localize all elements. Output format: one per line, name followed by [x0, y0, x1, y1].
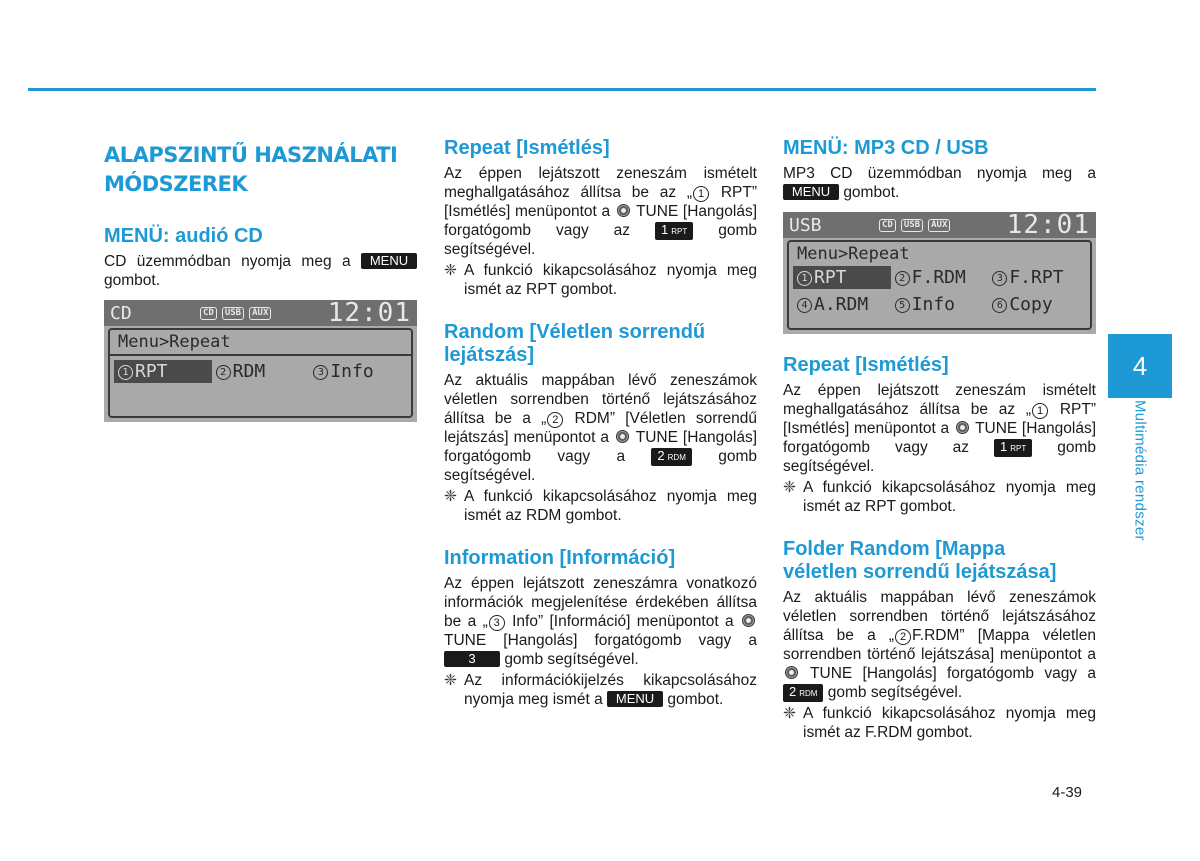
lcd-clock: 12:01: [327, 298, 411, 328]
column-1: [104, 133, 417, 422]
lcd-tag-aux: AUX: [249, 307, 271, 320]
usb-lcd-screen: [783, 212, 1096, 334]
lcd-tag-cd: CD: [200, 307, 217, 320]
menu-cd-text: CD üzemmódban nyomja meg a MENU gombot.: [104, 252, 417, 290]
info-heading: Information [Információ]: [444, 547, 676, 569]
lcd-item-f-rdm[interactable]: 2 F.RDM: [891, 266, 989, 289]
info-text: Az éppen lejátszott zeneszámra vonatkozó információk megjelenítése érdekében állítsa be a „ 3 Info” [Információ] menüpontot a TUNE [Hangolás] forgatógomb vagy a 3 gomb segítségével.: [444, 575, 757, 668]
repeat-heading: Repeat [Ismétlés]: [444, 137, 610, 159]
menu-button-icon: MENU: [783, 184, 839, 200]
column-3: [783, 133, 1096, 742]
folder-random-heading: Folder Random [Mappa véletlen sorrendű lejátszása]: [783, 538, 1057, 583]
lcd-breadcrumb: Menu>Repeat: [797, 244, 910, 264]
lcd-menu-panel: [787, 240, 1092, 330]
lcd-clock: 12:01: [1006, 210, 1090, 240]
tune-knob-icon: [617, 204, 630, 217]
repeat-note: ❈ A funkció kikapcsolásához nyomja meg ismét az RPT gombot.: [783, 479, 1096, 515]
repeat-text: Az éppen lejátszott zeneszám ismételt meghallgatásához állítsa be az „ 1 RPT” [Ismétlés] menüpontot a TUNE [Hangolás] forgatógomb vagy az 1 RPT gomb segítségével.: [444, 165, 758, 258]
folder-random-text: Az aktuális mappában lévő zeneszámok véletlen sorrendben történő lejátszásához állítsa be a „ 2 F.RDM” [Mappa véletlen sorrendben történő lejátszása] menüpontot a TUNE [Hangolás] forgatógomb vagy a 2 RDM gomb segítségével.: [783, 589, 1096, 701]
menu-button-icon: MENU: [607, 691, 663, 707]
folder-random-note: ❈ A funkció kikapcsolásához nyomja meg ismét az F.RDM gombot.: [783, 705, 1096, 741]
repeat-text: Az éppen lejátszott zeneszám ismételt meghallgatásához állítsa be az „ 1 RPT” [Ismétlés] menüpontot a TUNE [Hangolás] forgatógomb vagy az 1 RPT gomb segítségével.: [783, 382, 1097, 475]
lcd-source: USB: [789, 214, 822, 236]
chapter-label: Multimédia rendszer: [1131, 400, 1149, 541]
menu-button-icon: MENU: [361, 253, 417, 269]
lcd-item-info[interactable]: 5 Info: [891, 293, 989, 316]
lcd-tag-usb: USB: [901, 219, 923, 232]
page-title: ALAPSZINTŰ HASZNÁLATI MÓDSZEREK: [104, 143, 398, 196]
lcd-item-rpt[interactable]: 1 RPT: [114, 360, 212, 383]
lcd-status-bar: [104, 300, 417, 326]
menu-mp3-text: MP3 CD üzemmódban nyomja meg a MENU gombot.: [783, 165, 1096, 201]
lcd-menu-panel: [108, 328, 413, 418]
info-note: ❈ Az információkijelzés kikapcsolásához nyomja meg ismét a MENU gombot.: [444, 672, 757, 708]
lcd-item-copy[interactable]: 6 Copy: [988, 293, 1086, 316]
lcd-tag-cd: CD: [879, 219, 896, 232]
tune-knob-icon: [785, 666, 798, 679]
cd-lcd-screen: [104, 300, 417, 422]
rdm-button-icon: 2 RDM: [651, 448, 691, 466]
repeat-note: ❈ A funkció kikapcsolásához nyomja meg ismét az RPT gombot.: [444, 262, 757, 298]
lcd-status-bar: [783, 212, 1096, 238]
lcd-item-f-rpt[interactable]: 3 F.RPT: [988, 266, 1086, 289]
rdm-button-icon: 2 RDM: [783, 684, 823, 702]
tune-knob-icon: [956, 421, 969, 434]
rpt-button-icon: 1 RPT: [655, 222, 693, 240]
page-number: 4-39: [1052, 784, 1083, 801]
chapter-tab: 4: [1108, 334, 1172, 398]
repeat-heading: Repeat [Ismétlés]: [783, 354, 949, 376]
lcd-tag-usb: USB: [222, 307, 244, 320]
lcd-item-rdm[interactable]: 2 RDM: [212, 360, 310, 383]
random-text: Az aktuális mappában lévő zeneszámok véletlen sorrendben történő lejátszásához állítsa be a „ 2 RDM” [Véletlen sorrendű lejátszás] menüpontot a TUNE [Hangolás] forgatógomb vagy a 2 RDM gomb segítségével.: [444, 372, 758, 484]
lcd-breadcrumb: Menu>Repeat: [110, 330, 411, 356]
random-note: ❈ A funkció kikapcsolásához nyomja meg ismét az RDM gombot.: [444, 488, 757, 524]
lcd-item-a-rdm[interactable]: 4 A.RDM: [793, 293, 891, 316]
menu-mp3-heading: MENÜ: MP3 CD / USB: [783, 137, 989, 159]
column-2: [444, 133, 757, 709]
top-rule: [28, 88, 1096, 91]
lcd-tag-aux: AUX: [928, 219, 950, 232]
rpt-button-icon: 1 RPT: [994, 439, 1032, 457]
info-button-icon: 3: [444, 651, 500, 667]
tune-knob-icon: [742, 614, 755, 627]
tune-knob-icon: [616, 430, 629, 443]
lcd-source: CD: [110, 302, 132, 324]
lcd-item-rpt[interactable]: 1 RPT: [793, 266, 891, 289]
lcd-item-info[interactable]: 3 Info: [309, 360, 407, 383]
random-heading: Random [Véletlen sorrendű lejátszás]: [444, 321, 706, 366]
menu-cd-heading: MENÜ: audió CD: [104, 225, 263, 247]
